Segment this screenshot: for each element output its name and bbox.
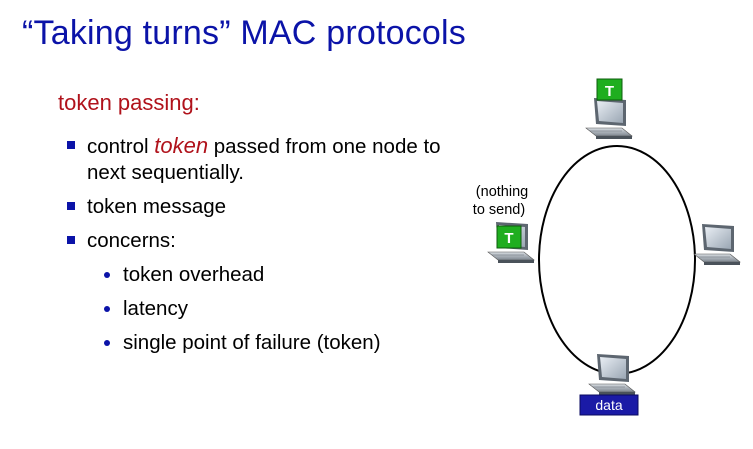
sub-bullet-text: latency <box>123 297 188 320</box>
sub-bullet-text: single point of failure (token) <box>123 331 381 354</box>
token-ring <box>539 146 695 374</box>
token-emphasis: token <box>154 133 209 158</box>
node-bottom-computer-icon <box>589 354 635 395</box>
sub-bullet-text: token overhead <box>123 263 265 286</box>
node-top-computer-icon <box>586 98 632 139</box>
nothing-to-send-line2: to send) <box>472 202 526 218</box>
token-label-left: T <box>504 230 514 247</box>
section-heading: token passing: <box>58 90 200 115</box>
data-label: data <box>595 397 623 413</box>
page-title: “Taking turns” MAC protocols <box>22 14 466 52</box>
bullet-text: concerns: <box>87 229 176 252</box>
token-label-top: T <box>604 83 615 100</box>
node-right-computer-icon <box>694 224 740 265</box>
bullet-text-prefix: control <box>87 135 155 158</box>
bullet-text-suffix: passed from one node to next sequentially. <box>87 135 441 184</box>
nothing-to-send-line1: (nothing <box>475 184 529 200</box>
bullet-text: token message <box>87 195 227 218</box>
